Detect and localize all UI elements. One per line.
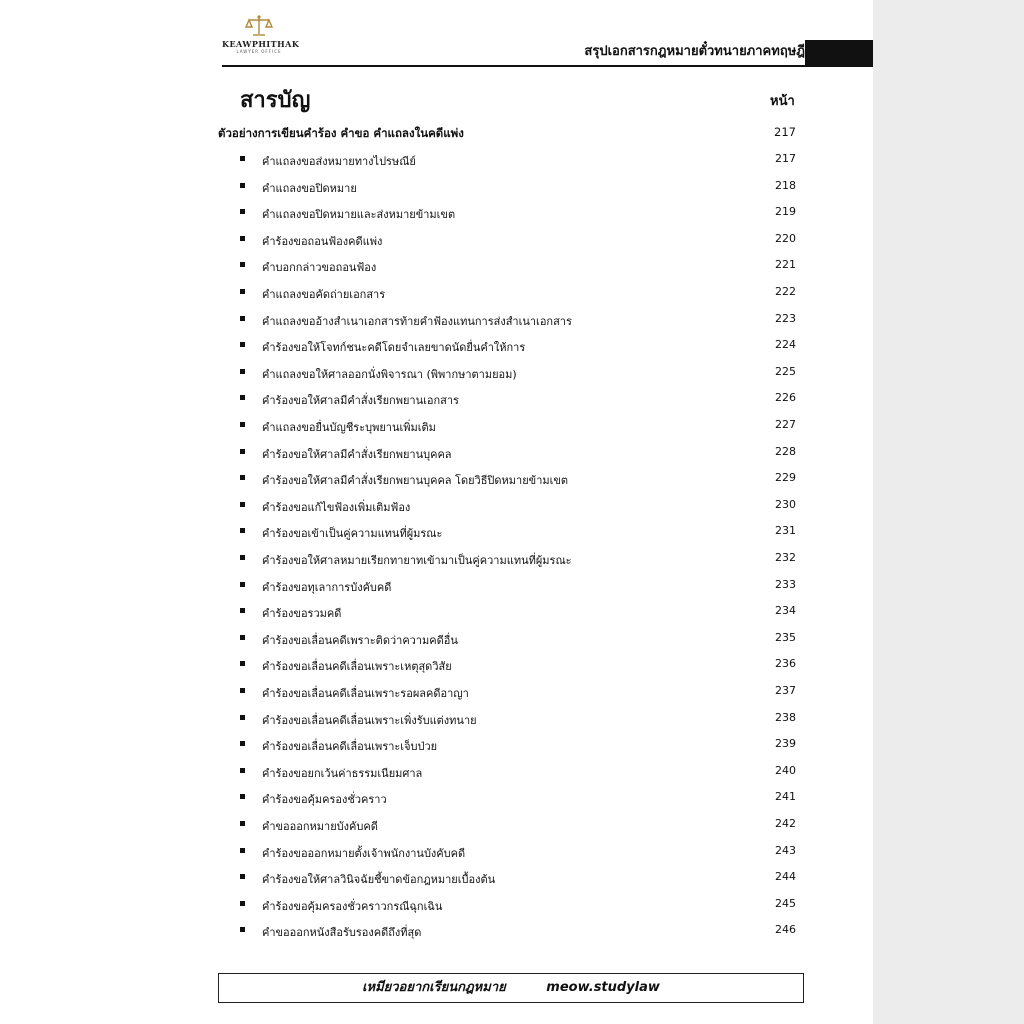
footer-right-text: meow.studylaw (546, 980, 660, 995)
toc-item-title: คำขอออกหมายบังคับคดี (262, 820, 378, 833)
toc-item[interactable] (240, 312, 796, 334)
bullet-square-icon (240, 661, 245, 666)
toc-item-title: คำร้องขอให้ศาลมีคำสั่งเรียกพยานบุคคล โดยวิธีปิดหมายข้ามเขต (262, 474, 569, 488)
toc-item-page: 229 (775, 471, 796, 485)
bullet-square-icon (240, 582, 245, 587)
bullet-square-icon (240, 369, 245, 374)
bullet-square-icon (240, 183, 245, 188)
toc-item-title: คำร้องขอเข้าเป็นคู่ความแทนที่ผู้มรณะ (262, 527, 443, 541)
toc-item-title: คำร้องขอเลื่อนคดีเพราะติดว่าความคดีอื่น (262, 633, 458, 647)
toc-item-page: 218 (775, 178, 796, 192)
toc-item[interactable] (240, 604, 796, 626)
bullet-square-icon (240, 715, 245, 720)
toc-item-page: 223 (775, 311, 796, 325)
toc-item-page: 225 (775, 364, 796, 378)
toc-item-page: 240 (775, 763, 796, 777)
bullet-square-icon (240, 236, 245, 241)
toc-item-page: 233 (775, 577, 796, 591)
bullet-square-icon (240, 395, 245, 400)
toc-item-page: 244 (775, 870, 796, 884)
toc-item-title: คำร้องขอทุเลาการบังคับคดี (262, 580, 392, 594)
toc-item-page: 243 (775, 843, 796, 857)
toc-item-title: คำร้องขอเลื่อนคดีเลื่อนเพราะเหตุสุดวิสัย (262, 660, 452, 674)
header-black-tab (805, 40, 873, 66)
document-title: สรุปเอกสารกฎหมายตั๋วทนายภาคทฤษฎี (584, 44, 805, 59)
toc-item[interactable] (240, 551, 796, 573)
bullet-square-icon (240, 794, 245, 799)
toc-item-title: คำแถลงขอยื่นบัญชีระบุพยานเพิ่มเติม (262, 421, 436, 434)
toc-item-page: 235 (775, 630, 796, 644)
bullet-square-icon (240, 475, 245, 480)
toc-item-title: คำร้องขอออกหมายตั้งเจ้าพนักงานบังคับคดี (262, 846, 466, 860)
toc-item[interactable] (240, 258, 796, 280)
toc-item[interactable] (240, 790, 796, 812)
toc-item[interactable] (240, 897, 796, 919)
bullet-square-icon (240, 316, 245, 321)
bullet-square-icon (240, 422, 245, 427)
toc-item-title: คำร้องขอคุ้มครองชั่วคราว (262, 793, 387, 807)
toc-item[interactable] (240, 844, 796, 866)
firm-subtitle: LAWYER OFFICE (236, 49, 282, 54)
toc-item[interactable] (240, 817, 796, 839)
bullet-square-icon (240, 289, 245, 294)
toc-item-page: 224 (775, 338, 796, 352)
toc-item-page: 234 (775, 604, 796, 618)
toc-item-page: 231 (775, 524, 796, 538)
bullet-square-icon (240, 608, 245, 613)
toc-item-title: คำร้องขอแก้ไขฟ้องเพิ่มเติมฟ้อง (262, 500, 411, 514)
toc-item[interactable] (240, 365, 796, 387)
bullet-square-icon (240, 156, 245, 161)
bullet-square-icon (240, 555, 245, 560)
toc-item[interactable] (240, 338, 796, 360)
toc-item-page: 237 (775, 684, 796, 697)
toc-item[interactable] (240, 711, 796, 733)
toc-item-page: 241 (775, 790, 796, 804)
toc-item-title: คำแถลงขอให้ศาลออกนั่งพิจารณา (พิพากษาตามยอม) (262, 367, 517, 381)
toc-item-title: คำร้องขอเลื่อนคดีเลื่อนเพราะเพิ่งรับแต่งทนาย (262, 713, 477, 727)
toc-item[interactable] (240, 684, 796, 706)
scales-of-justice-icon (244, 14, 274, 38)
toc-item[interactable] (240, 418, 796, 440)
toc-item-page: 226 (775, 391, 796, 405)
bullet-square-icon (240, 821, 245, 826)
toc-heading: สารบัญ (240, 88, 311, 113)
toc-item-page: 227 (775, 418, 796, 431)
toc-item-title: คำร้องขอคุ้มครองชั่วคราวกรณีฉุกเฉิน (262, 899, 443, 913)
toc-item-title: คำขอออกหนังสือรับรองคดีถึงที่สุด (262, 926, 422, 940)
toc-item-page: 246 (775, 923, 796, 937)
toc-item-title: คำร้องขอให้ศาลหมายเรียกทายาทเข้ามาเป็นคู่ความแทนที่ผู้มรณะ (262, 554, 572, 567)
toc-item[interactable] (240, 285, 796, 307)
toc-item[interactable] (240, 391, 796, 413)
toc-item[interactable] (240, 524, 796, 546)
toc-item-title: คำร้องขอให้ศาลวินิจฉัยชี้ขาดข้อกฎหมายเบื้องต้น (262, 873, 496, 887)
footer-banner (218, 973, 804, 1003)
bullet-square-icon (240, 874, 245, 879)
toc-item-title: คำแถลงขอปิดหมาย (262, 181, 357, 195)
toc-item-page: 232 (775, 551, 796, 564)
toc-item-title: คำแถลงขออ้างสำเนาเอกสารท้ายคำฟ้องแทนการส่งสำเนาเอกสาร (262, 314, 572, 328)
toc-item-title: คำแถลงขอส่งหมายทางไปรษณีย์ (262, 155, 416, 168)
toc-item-page: 245 (775, 896, 796, 910)
toc-item-page: 239 (775, 737, 796, 751)
bullet-square-icon (240, 848, 245, 853)
toc-item-page: 230 (775, 497, 796, 511)
toc-item[interactable] (240, 498, 796, 520)
bullet-square-icon (240, 741, 245, 746)
toc-item-title: คำร้องขอให้ศาลมีคำสั่งเรียกพยานเอกสาร (262, 394, 459, 408)
bullet-square-icon (240, 449, 245, 454)
toc-item-page: 228 (775, 444, 796, 458)
toc-item[interactable] (240, 445, 796, 467)
toc-item-title: คำร้องขอถอนฟ้องคดีแพ่ง (262, 234, 383, 248)
toc-item[interactable] (240, 471, 796, 493)
toc-item-title: คำร้องขอเลื่อนคดีเลื่อนเพราะรอผลคดีอาญา (262, 687, 469, 700)
bullet-square-icon (240, 528, 245, 533)
toc-item[interactable] (240, 923, 796, 945)
toc-item[interactable] (240, 152, 796, 174)
toc-item[interactable] (240, 737, 796, 759)
header-divider (222, 65, 873, 67)
bullet-square-icon (240, 262, 245, 267)
bullet-square-icon (240, 502, 245, 507)
toc-item-title: คำร้องขอยกเว้นค่าธรรมเนียมศาล (262, 766, 423, 780)
toc-section-page: 217 (774, 125, 796, 139)
toc-item[interactable] (240, 631, 796, 653)
toc-item-title: คำร้องขอเลื่อนคดีเลื่อนเพราะเจ็บป่วย (262, 740, 438, 754)
bullet-square-icon (240, 688, 245, 693)
toc-item-page: 242 (775, 817, 796, 830)
bullet-square-icon (240, 768, 245, 773)
toc-item-page: 217 (775, 152, 796, 165)
toc-item-page: 219 (775, 205, 796, 219)
toc-item-page: 220 (775, 231, 796, 245)
toc-item-title: คำร้องขอให้โจทก์ชนะคดีโดยจำเลยขาดนัดยื่นคำให้การ (262, 341, 526, 355)
bullet-square-icon (240, 635, 245, 640)
toc-section-title: ตัวอย่างการเขียนคำร้อง คำขอ คำแถลงในคดีแพ่ง (218, 126, 464, 140)
firm-name: KEAWPHITHAK (222, 39, 300, 49)
toc-item-title: คำร้องขอรวมคดี (262, 607, 342, 621)
footer-left-text: เหมียวอยากเรียนกฎหมาย (362, 980, 506, 995)
toc-item[interactable] (240, 232, 796, 254)
bullet-square-icon (240, 927, 245, 932)
toc-item-page: 238 (775, 710, 796, 724)
toc-item-title: คำแถลงขอคัดถ่ายเอกสาร (262, 288, 386, 301)
bullet-square-icon (240, 209, 245, 214)
toc-section-row[interactable] (218, 125, 796, 145)
toc-item[interactable] (240, 764, 796, 786)
toc-item[interactable] (240, 179, 796, 201)
toc-item[interactable] (240, 657, 796, 679)
toc-item-page: 222 (775, 285, 796, 298)
toc-item[interactable] (240, 205, 796, 227)
toc-item-title: คำบอกกล่าวขอถอนฟ้อง (262, 261, 377, 275)
toc-item-title: คำแถลงขอปิดหมายและส่งหมายข้ามเขต (262, 208, 456, 222)
bullet-square-icon (240, 342, 245, 347)
toc-item-page: 236 (775, 657, 796, 671)
toc-item[interactable] (240, 870, 796, 892)
toc-item[interactable] (240, 578, 796, 600)
toc-item-title: คำร้องขอให้ศาลมีคำสั่งเรียกพยานบุคคล (262, 447, 452, 461)
firm-logo (222, 14, 300, 62)
bullet-square-icon (240, 901, 245, 906)
page-column-label: หน้า (770, 94, 795, 109)
toc-item-page: 221 (775, 258, 796, 272)
